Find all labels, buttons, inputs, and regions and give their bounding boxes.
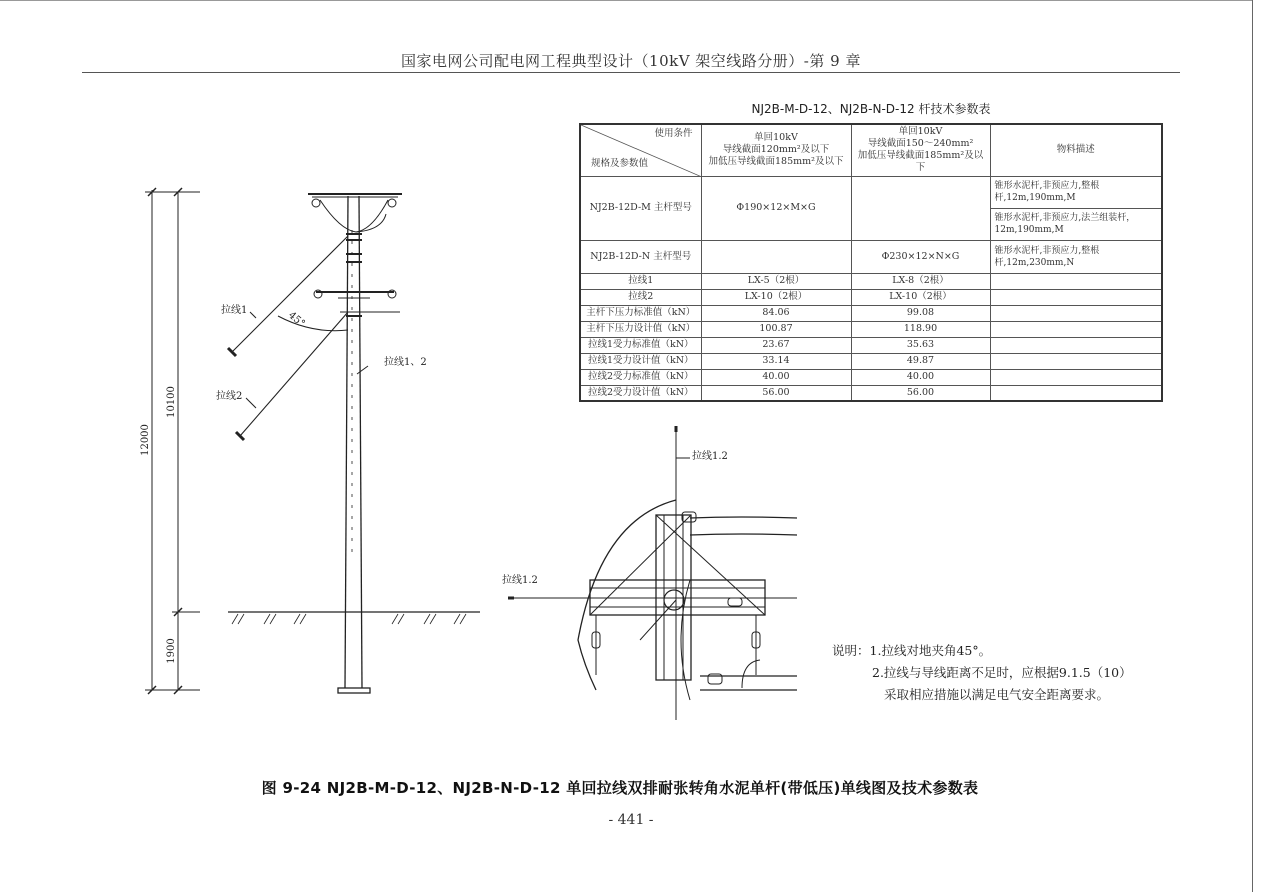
dimension-total-label: 12000: [140, 424, 151, 456]
figure-caption: 图 9-24 NJ2B-M-D-12、NJ2B-N-D-12 单回拉线双排耐张转角水泥单杆(带低压)单线图及技术参数表: [261, 779, 979, 797]
table-cell: LX-5（2根）: [701, 273, 851, 289]
page-header: 国家电网公司配电网工程典型设计（10kV 架空线路分册）-第 9 章: [401, 52, 861, 70]
pole-right-edge: [359, 196, 362, 688]
table-cell: 56.00: [851, 385, 990, 401]
dimension-above-label: 10100: [166, 386, 177, 418]
row-n-label: NJ2B-12D-N 主杆型号: [580, 240, 701, 273]
table-row-label: 主杆下压力设计值（kN）: [580, 321, 701, 337]
column-header-2: 单回10kV 导线截面150～240mm² 加低压导线截面185mm²及以下: [851, 124, 990, 176]
page-number: - 441 -: [608, 812, 654, 828]
table-cell: 84.06: [701, 305, 851, 321]
pole-base-plate: [338, 688, 370, 693]
row-m-desc-1: 锥形水泥杆,非预应力,整根杆,12m,190mm,M: [990, 176, 1162, 208]
column-header-3: 物料描述: [990, 124, 1162, 176]
notes-prefix: 说明：: [832, 643, 870, 658]
plan-guy-top-label: 拉线1.2: [692, 451, 728, 462]
table-cell: 99.08: [851, 305, 990, 321]
corner-bottom-label: 规格及参数值: [591, 158, 649, 170]
guy-wire-1-label: 拉线1: [221, 305, 248, 316]
table-cell: 40.00: [851, 369, 990, 385]
table-cell: LX-8（2根）: [851, 273, 990, 289]
table-cell: 49.87: [851, 353, 990, 369]
dimension-below-label: 1900: [166, 638, 177, 664]
guy-wire-1: [232, 236, 348, 352]
table-cell: 35.63: [851, 337, 990, 353]
pole-left-edge: [345, 196, 348, 688]
table-title: NJ2B-M-D-12、NJ2B-N-D-12 杆技术参数表: [751, 102, 991, 116]
row-n-desc: 锥形水泥杆,非预应力,整根杆,12m,230mm,N: [990, 240, 1162, 273]
table-corner-cell: [580, 124, 701, 176]
table-cell: LX-10（2根）: [701, 289, 851, 305]
note-1: 1.拉线对地夹角45°。: [869, 643, 992, 658]
column-header-1: 单回10kV 导线截面120mm²及以下 加低压导线截面185mm²及以下: [701, 124, 851, 176]
table-cell: 40.00: [701, 369, 851, 385]
note-3: 采取相应措施以满足电气安全距离要求。: [884, 687, 1110, 702]
row-n-empty: [701, 240, 851, 273]
table-row-label: 拉线2: [580, 289, 701, 305]
table-row-label: 主杆下压力标准值（kN）: [580, 305, 701, 321]
table-cell: 100.87: [701, 321, 851, 337]
row-n-value: Φ230×12×N×G: [851, 240, 990, 273]
technical-parameters-table: [579, 123, 1163, 402]
angle-label: 45°: [286, 309, 307, 330]
table-row-label: 拉线2受力设计值（kN）: [580, 385, 701, 401]
corner-top-label: 使用条件: [654, 128, 693, 140]
notes-block: [832, 640, 1132, 706]
table-row-label: 拉线1受力设计值（kN）: [580, 353, 701, 369]
table-cell: 118.90: [851, 321, 990, 337]
table-cell: 56.00: [701, 385, 851, 401]
table-row-label: 拉线1受力标准值（kN）: [580, 337, 701, 353]
row-m-value: Φ190×12×M×G: [701, 176, 851, 240]
table-cell: 23.67: [701, 337, 851, 353]
row-m-empty: [851, 176, 990, 240]
table-row-label: 拉线2受力标准值（kN）: [580, 369, 701, 385]
guy-wire-12-label: 拉线1、2: [384, 357, 427, 368]
table-cell: LX-10（2根）: [851, 289, 990, 305]
guy-wire-2-label: 拉线2: [216, 391, 243, 402]
note-2: 2.拉线与导线距离不足时，应根据9.1.5（10）: [872, 665, 1132, 680]
plan-guy-left-label: 拉线1.2: [502, 575, 538, 586]
row-m-desc-2: 锥形水泥杆,非预应力,法兰组装杆，12m,190mm,M: [990, 208, 1162, 240]
table-row-label: 拉线1: [580, 273, 701, 289]
row-m-label: NJ2B-12D-M 主杆型号: [580, 176, 701, 240]
table-cell: 33.14: [701, 353, 851, 369]
